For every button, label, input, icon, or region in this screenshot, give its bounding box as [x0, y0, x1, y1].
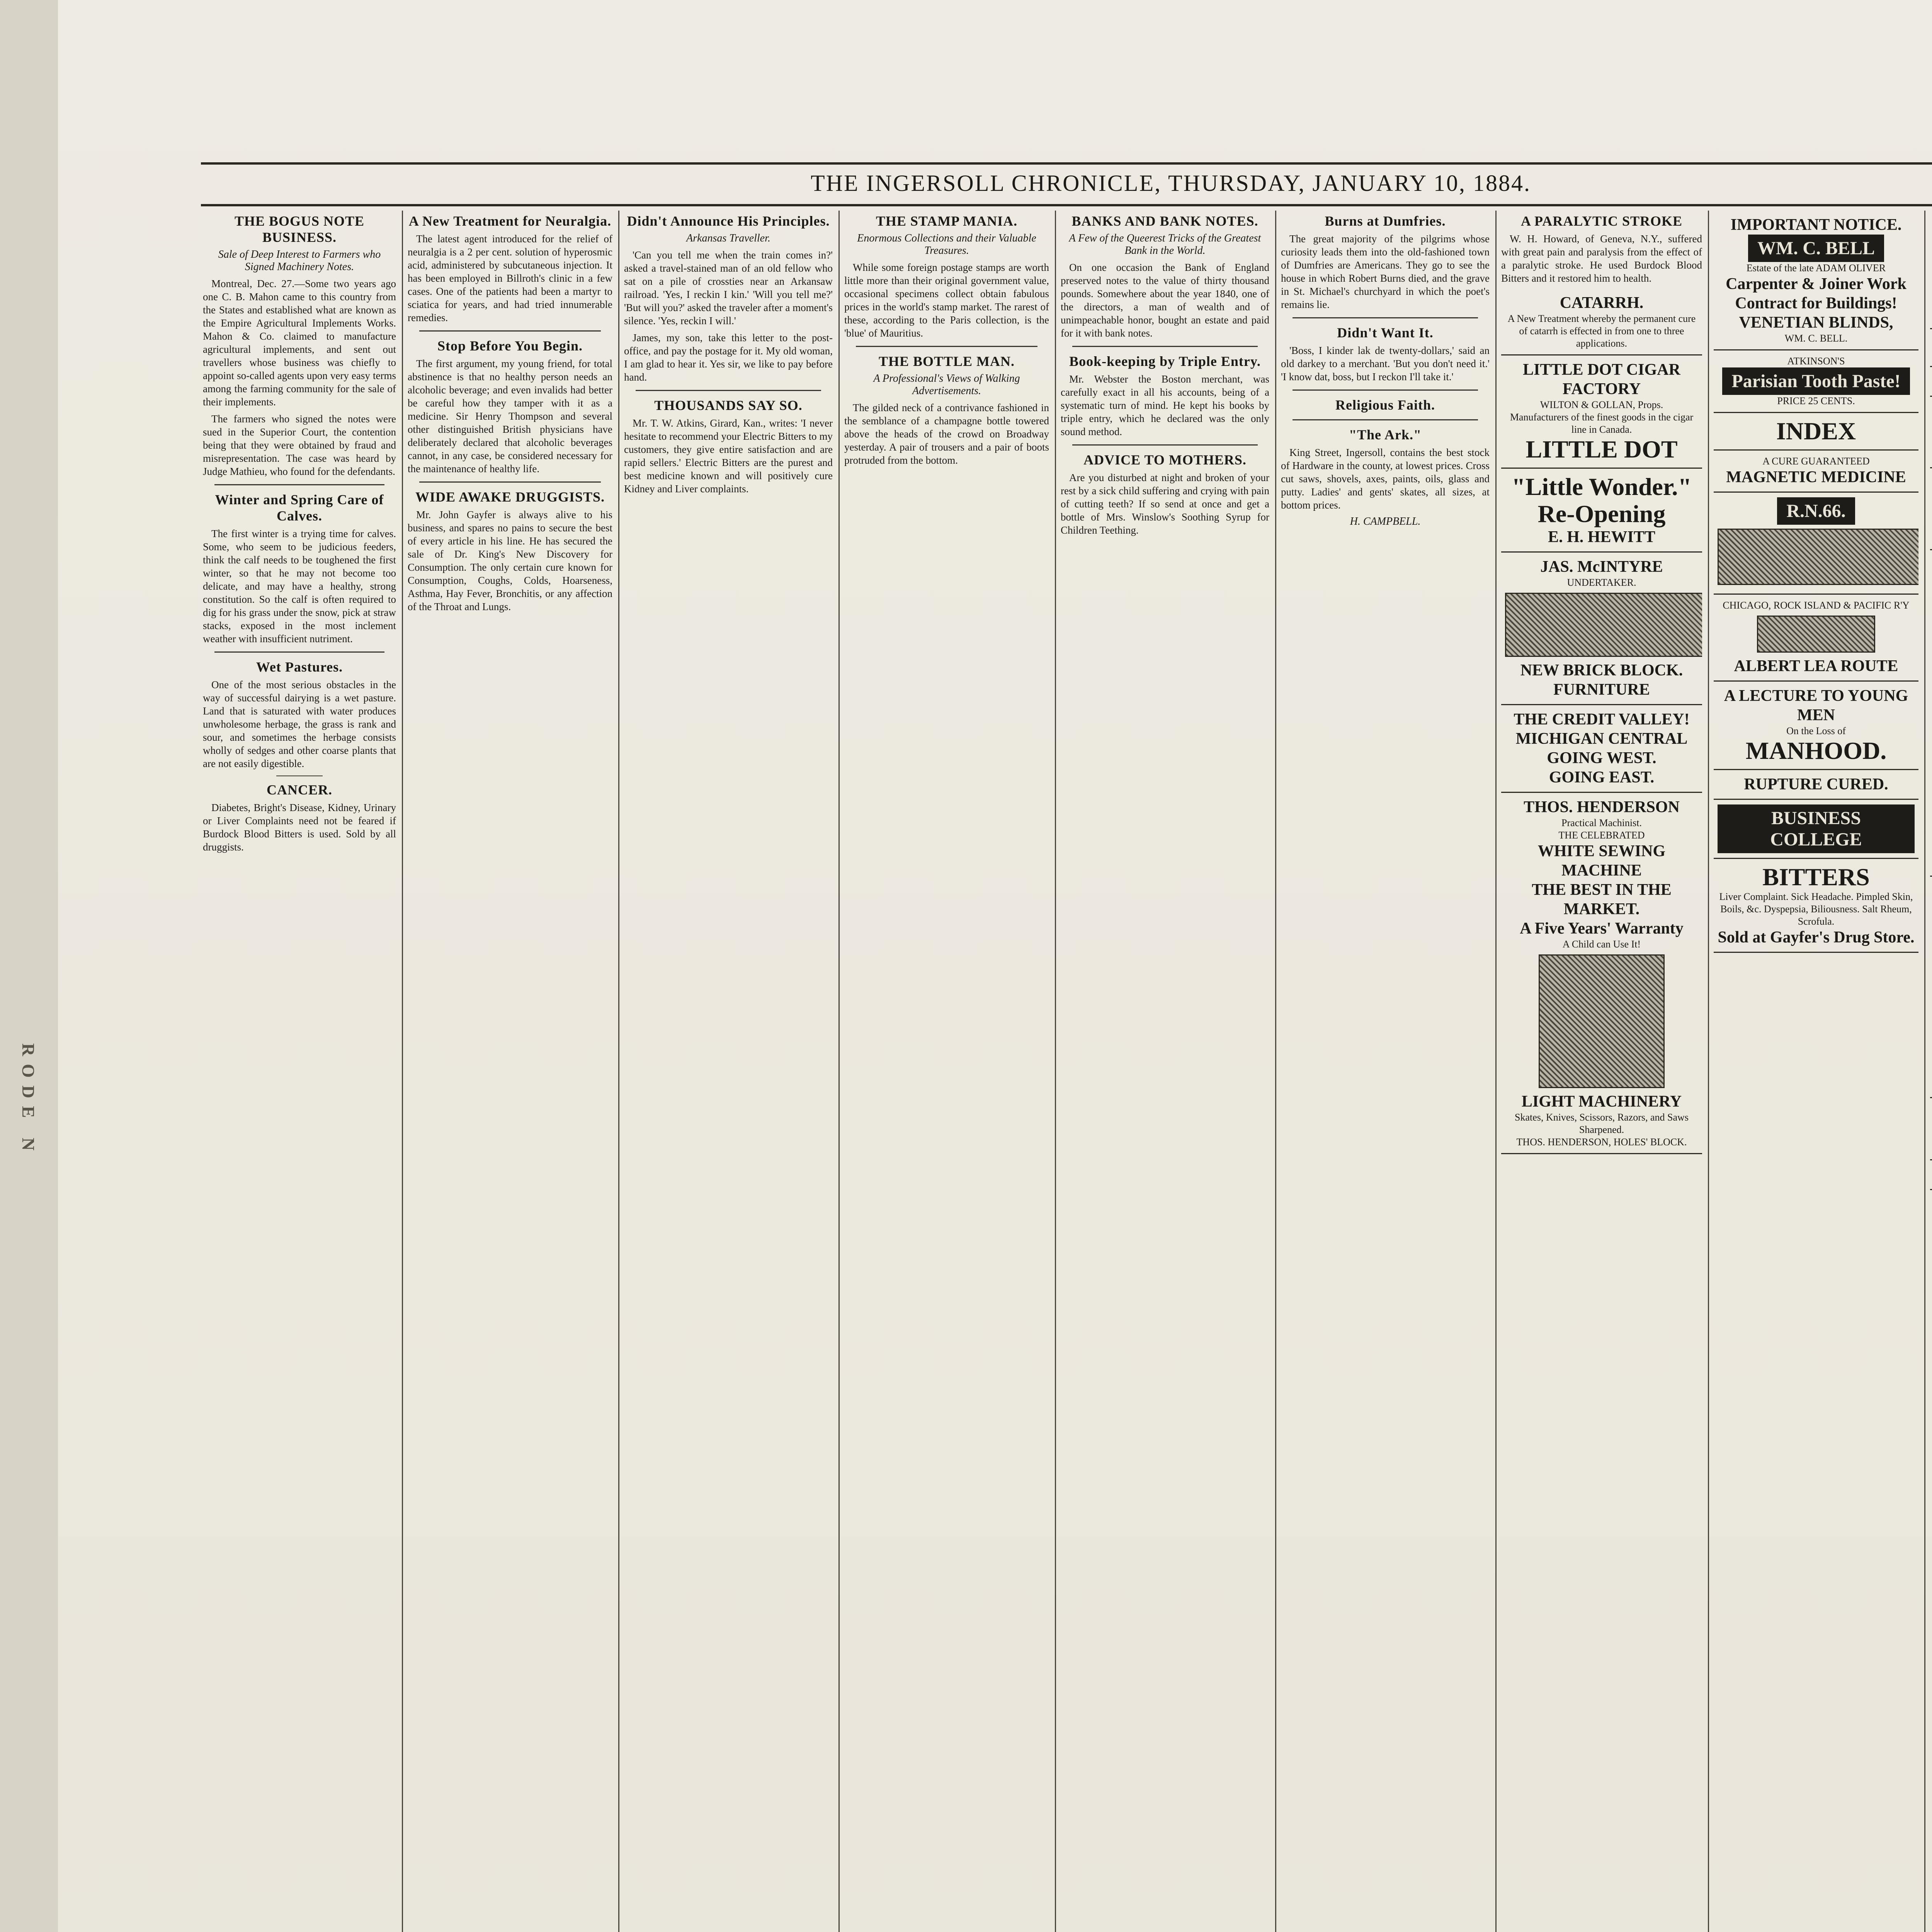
ad-body: Manufacturers of the finest goods in the cigar line in Canada.: [1510, 412, 1694, 435]
article-paragraph: Diabetes, Bright's Disease, Kidney, Urinary or Liver Complaints need not be feared if Burdock Blood Bitters is used. Sold by all druggists.: [203, 802, 396, 853]
article-paragraph: 'Boss, I kinder lak de twenty-dollars,' said an old darkey to a merchant. 'But you don't need it.' 'I know dat, boss, but I reckon I'll take it.': [1281, 345, 1490, 383]
column-rule: [1055, 211, 1056, 1932]
article-paragraph: W. H. Howard, of Geneva, N.Y., suffered with great pain and paralysis from the effect of a paralytic stroke. He used Burdock Blood Bitters and it restored him to health.: [1501, 233, 1702, 284]
ad-line: ATKINSON'S: [1787, 355, 1845, 367]
article-headline: Religious Faith.: [1335, 397, 1435, 413]
column-rule: [1495, 211, 1497, 1932]
timetable-heading: GOING WEST.: [1547, 749, 1656, 767]
ad-holloway: [1930, 550, 1932, 877]
ad-line: Skates, Knives, Scissors, Razors, and Saws Sharpened.: [1515, 1112, 1689, 1135]
article-headline: THE BOTTLE MAN.: [878, 354, 1015, 369]
banner-engraving: [1718, 529, 1918, 585]
ad-line: Sold at Gayfer's Drug Store.: [1718, 929, 1915, 946]
ad-line: THE CELEBRATED: [1558, 830, 1645, 841]
masthead-rule-top: [201, 162, 1932, 165]
article-paragraph: While some foreign postage stamps are worth little more than their original government value, occasional specimens collect obtain fabulous prices in the world's stamp market. The rarest of these, according to the Paris collection, is the 'blue' of Mauritius.: [844, 262, 1049, 339]
divider: [856, 346, 1037, 347]
article-subhead: Enormous Collections and their Valuable Treasures.: [857, 232, 1036, 257]
ad-title: R.N.66.: [1777, 497, 1855, 525]
article-headline: "The Ark.": [1349, 427, 1422, 442]
ad-line: A Child can Use It!: [1562, 939, 1641, 950]
ad-line: A Five Years' Warranty: [1520, 920, 1684, 937]
ad-railway: [1501, 705, 1702, 793]
article-headline: Didn't Want It.: [1337, 325, 1434, 340]
divider: [1293, 317, 1478, 318]
masthead: THE INGERSOLL CHRONICLE, THURSDAY, JANUARY 10, 1884.: [811, 170, 1531, 196]
ad-line: Estate of the late ADAM OLIVER: [1746, 262, 1886, 274]
column-6: [1281, 211, 1490, 1932]
ad-title: Parisian Tooth Paste!: [1722, 367, 1910, 395]
ad-subtitle: UNDERTAKER.: [1567, 577, 1636, 588]
margin-text: RODE N: [19, 1043, 38, 1158]
ad-you-bet: [1930, 1098, 1932, 1160]
article-headline: Didn't Announce His Principles.: [627, 213, 830, 229]
divider: [419, 330, 601, 332]
ad-location: NEW BRICK BLOCK.: [1520, 662, 1683, 679]
article-subhead: A Few of the Queerest Tricks of the Greatest Bank in the World.: [1069, 232, 1261, 257]
ad-brand: LITTLE DOT: [1526, 435, 1678, 463]
column-rule: [1275, 211, 1276, 1932]
ad-title: "Little Wonder.": [1512, 473, 1692, 500]
article-headline: WIDE AWAKE DRUGGISTS.: [415, 489, 605, 505]
ad-bitters: [1714, 859, 1918, 953]
column-7: [1501, 211, 1702, 1932]
ad-name: E. H. HEWITT: [1548, 528, 1655, 546]
ad-product: FURNITURE: [1553, 681, 1650, 699]
column-rule: [618, 211, 619, 1932]
ad-title: IMPORTANT NOTICE.: [1730, 216, 1902, 234]
article-subhead: Sale of Deep Interest to Farmers who Signed Machinery Notes.: [218, 248, 381, 273]
ad-line: Contract for Buildings!: [1735, 294, 1897, 312]
column-rule: [1708, 211, 1709, 1932]
sewing-machine-engraving: [1539, 954, 1665, 1088]
ad-little-wonder: [1501, 469, 1702, 553]
ad-index: [1714, 413, 1918, 451]
ad-rn66: [1714, 493, 1918, 595]
timetable-heading: GOING EAST.: [1549, 769, 1655, 786]
divider: [1293, 419, 1478, 420]
column-4: [844, 211, 1049, 1932]
ad-product: WHITE SEWING MACHINE: [1537, 842, 1666, 879]
column-9: [1930, 211, 1932, 1932]
ad-title: BITTERS: [1762, 863, 1870, 891]
column-2: [408, 211, 612, 1932]
ad-name-banner: WM. C. BELL: [1748, 235, 1884, 262]
ad-commercial-college: [1930, 397, 1932, 468]
article-headline: Wet Pastures.: [256, 659, 343, 675]
article-paragraph: Mr. Webster the Boston merchant, was carefully exact in all his accounts, being of a systematic turn of mind. He kept his books by triple entry, which he declared was the only sound method.: [1061, 373, 1269, 437]
article-paragraph: Mr. T. W. Atkins, Girard, Kan., writes: 'I never hesitate to recommend your Electric Bitters to my customers, they give entire satisfaction and are rapid sellers.' Electric Bitters are the purest and best medicine known and will positively cure Kidney and Liver complaints.: [624, 417, 833, 495]
ad-ayers: [1930, 211, 1932, 329]
ad-machinist: [1501, 793, 1702, 1154]
ad-title: BUSINESS COLLEGE: [1718, 804, 1915, 853]
article-headline: THE BOGUS NOTE BUSINESS.: [234, 213, 365, 245]
article-headline: THOUSANDS SAY SO.: [654, 398, 803, 413]
ad-body: A New Treatment whereby the permanent cure of catarrh is effected in from one to three applications.: [1507, 313, 1696, 349]
divider: [1293, 389, 1478, 391]
ad-builder: [1714, 211, 1918, 350]
ad-catarrh: [1501, 289, 1702, 355]
ad-line: ALBERT LEA ROUTE: [1734, 657, 1898, 675]
column-rule: [838, 211, 840, 1932]
ad-cotton: [1930, 468, 1932, 550]
article-paragraph: The latest agent introduced for the relief of neuralgia is a 2 per cent. solution of hyperosmic acid, administered by subcutaneous injection. It has been employed in Billroth's clinic in a few cases. One of the patients had been a martyr to sciatica for years, and had tried innumerable remedies.: [408, 233, 612, 323]
article-headline: Winter and Spring Care of Calves.: [215, 492, 384, 524]
divider: [636, 390, 821, 391]
ad-body: Liver Complaint. Sick Headache. Pimpled Skin, Boils, &c. Dyspepsia, Biliousness. Salt Rheum, Scrofula.: [1719, 891, 1913, 927]
ad-cigar-factory: [1501, 355, 1702, 469]
ad-name: THOS. HENDERSON: [1524, 798, 1680, 816]
article-subhead: Arkansas Traveller.: [686, 232, 770, 244]
divider: [1072, 444, 1258, 446]
ad-title: THE CREDIT VALLEY!: [1514, 711, 1690, 728]
article-headline: BANKS AND BANK NOTES.: [1071, 213, 1259, 229]
article-paragraph: On one occasion the Bank of England preserved notes to the value of thirty thousand pounds. Somewhere about the year 1840, one of the directors, a man of wealth and of unimpeachable honor, bought an estate and paid for it with bank notes.: [1061, 262, 1269, 339]
article-headline: Book-keeping by Triple Entry.: [1069, 354, 1261, 369]
ad-line: VENETIAN BLINDS,: [1739, 314, 1893, 332]
article-paragraph: James, my son, take this letter to the post-office, and pay the postage for it. My old woman, I am glad to hear it. Yes sir, we like to pay before hand.: [624, 332, 833, 383]
ad-line: Carpenter & Joiner Work: [1726, 275, 1906, 293]
divider: [419, 481, 601, 483]
article-headline: Burns at Dumfries.: [1325, 213, 1446, 229]
masthead-rule-bottom: [201, 204, 1932, 206]
column-1: [203, 211, 396, 1932]
article-paragraph: 'Can you tell me when the train comes in?' asked a travel-stained man of an old fellow who sat on a pile of crossties near an Arkansaw railroad. 'Yes, I reckin I kin.' 'Will you tell me?' 'But will you?' asked the traveler after a moment's silence. 'Yes, reckin I will.': [624, 249, 833, 327]
article-headline: A New Treatment for Neuralgia.: [408, 213, 612, 229]
ad-subtitle: Re-Opening: [1537, 500, 1666, 527]
column-rule: [402, 211, 403, 1932]
binding-margin: [0, 0, 58, 1932]
article-headline: THE STAMP MANIA.: [876, 213, 1018, 229]
ad-title: MICHIGAN CENTRAL: [1515, 730, 1688, 748]
ad-rock-island: [1714, 595, 1918, 682]
ad-title: RUPTURE CURED.: [1744, 776, 1888, 793]
ad-title: CHICAGO, ROCK ISLAND & PACIFIC R'Y: [1723, 600, 1910, 611]
ad-subtitle: Practical Machinist.: [1561, 817, 1642, 828]
article-paragraph: The great majority of the pilgrims whose curiosity leads them into the old-fashioned town of Dumfries are Americans. They go to see the house in which Robert Burns died, and the grave in St. Michael's churchyard in which the poet's remains lie.: [1281, 233, 1490, 310]
ad-price: PRICE 25 CENTS.: [1777, 395, 1855, 406]
ad-title: A LECTURE TO YOUNG MEN: [1724, 687, 1908, 724]
hearse-engraving: [1505, 593, 1702, 657]
ad-arizona: [1930, 1160, 1932, 1190]
article-subhead: A Professional's Views of Walking Advertisements.: [873, 372, 1020, 397]
ad-rupture: [1714, 770, 1918, 800]
article-paragraph: One of the most serious obstacles in the way of successful dairying is a wet pasture. Land that is saturated with water produces unwholesome herbage, the grass is rank and sour, and sometimes the herbage consists wholly of sedges and other coarse plants that are not easily digestible.: [203, 679, 396, 769]
divider: [214, 484, 384, 485]
ad-title: MAGNETIC MEDICINE: [1726, 468, 1906, 486]
article-paragraph: Are you disturbed at night and broken of your rest by a sick child suffering and crying with pain of cutting teeth? If so send at once and get a bottle of Mrs. Winslow's Soothing Syrup for Children Teething.: [1061, 472, 1269, 536]
article-paragraph: The first winter is a trying time for calves. Some, who seem to be judicious feeders, think the calf needs to be toughened the first winter, so that he may not become too delicate, and may have a healthy, strong constitution. So the calf is often required to dig for his grass under the snow, pick at straw stacks, exposed in the most inclement weather with insufficient nutriment.: [203, 528, 396, 645]
map-engraving: [1757, 616, 1875, 653]
signature: H. CAMPBELL.: [1350, 515, 1421, 527]
ad-line: THE BEST IN THE MARKET.: [1532, 881, 1672, 918]
article-headline: Stop Before You Begin.: [437, 338, 583, 354]
ad-undertaker: [1501, 553, 1702, 705]
column-8: [1714, 211, 1918, 1932]
ad-line: LIGHT MACHINERY: [1521, 1093, 1682, 1111]
ad-business-college: [1714, 800, 1918, 859]
ad-weak-nervous: [1930, 329, 1932, 367]
article-headline: A PARALYTIC STROKE: [1520, 213, 1683, 229]
ad-signature: THOS. HENDERSON, HOLES' BLOCK.: [1516, 1136, 1687, 1148]
column-rule: [1924, 211, 1925, 1932]
column-3: [624, 211, 833, 1932]
article-paragraph: The first argument, my young friend, for total abstinence is that no healthy person needs an alcoholic beverage; and even invalids had better be careful how they tamper with it as a medicine. Sir Henry Thompson and several other distinguished British physicians have deliberately declared that alcoholic beverages cannot, in any case, be considered necessary for the maintenance of healthy life.: [408, 358, 612, 474]
ad-title: INDEX: [1776, 417, 1856, 445]
article-headline: CANCER.: [266, 782, 332, 798]
column-5: [1061, 211, 1269, 1932]
ad-hair: [1930, 367, 1932, 397]
divider: [214, 651, 384, 653]
ad-lecture: [1714, 682, 1918, 770]
divider: [1072, 346, 1258, 347]
ad-fowlers: [1930, 877, 1932, 1098]
ad-tooth-paste: [1714, 350, 1918, 413]
ad-line: A CURE GUARANTEED: [1762, 456, 1870, 467]
ad-signature: WM. C. BELL.: [1784, 333, 1848, 344]
article-paragraph: King Street, Ingersoll, contains the best stock of Hardware in the county, at lowest prices. Cross cut saws, shovels, axes, paints, oils, glass and putty. Ladies' and gents' skates, all sizes, at bottom prices.: [1281, 447, 1490, 511]
ad-line: MANHOOD.: [1745, 737, 1887, 764]
article-paragraph: The farmers who signed the notes were sued in the Superior Court, the contention being that they were obtained by fraud and misrepresentation. The case was heard by Judge Mathieu, who found for the defendants.: [203, 413, 396, 477]
ad-name: JAS. McINTYRE: [1540, 558, 1663, 576]
article-paragraph: Mr. John Gayfer is always alive to his business, and spares no pains to secure the best of every article in his line. He has secured the sale of Dr. King's New Discovery for Consumption. The only certain cure known for Consumption, Coughs, Colds, Hoarseness, Asthma, Hay Fever, Bronchitis, or any affection of the Throat and Lungs.: [408, 509, 612, 612]
ad-magnetic-medicine: [1714, 451, 1918, 493]
article-paragraph: Montreal, Dec. 27.—Some two years ago one C. B. Mahon came to this country from the States and established what are known as the Empire Agricultural Implements Works. Mahon & Co. claimed to manufacture agricultural implements, and sent out travellers whose business was chiefly to appoint so-called agents upon very easy terms among the farming community for the sale of their implements.: [203, 278, 396, 408]
ad-proprietors: WILTON & GOLLAN, Props.: [1540, 399, 1663, 410]
article-paragraph: The gilded neck of a contrivance fashioned in the semblance of a champagne bottle towered above the heads of the crowd on Broadway yesterday. A pair of trousers and a pair of boots protruded from the bottom.: [844, 402, 1049, 466]
ad-line: On the Loss of: [1786, 725, 1846, 736]
ad-title: CATARRH.: [1560, 294, 1644, 312]
article-headline: ADVICE TO MOTHERS.: [1083, 452, 1247, 468]
ad-title: LITTLE DOT CIGAR FACTORY: [1523, 361, 1680, 398]
